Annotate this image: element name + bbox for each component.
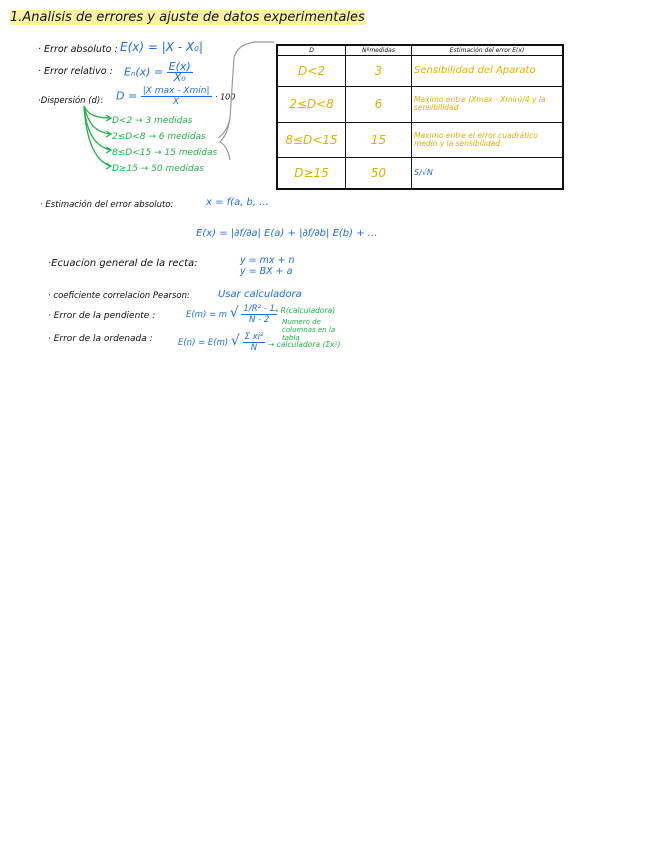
table-connector [214, 38, 278, 168]
table-cell-d: 8≤D<15 [278, 122, 346, 157]
ordenada-den: N [250, 343, 258, 353]
rel-error-den: X₀ [173, 71, 186, 84]
pendiente-label: · Error de la pendiente : [48, 311, 156, 321]
dispersion-item: D<2 → 3 medidas [112, 116, 193, 126]
ordenada-label: · Error de la ordenada : [48, 334, 153, 344]
page-title: 1.Analisis de errores y ajuste de datos experimentales [10, 10, 365, 25]
table-row [278, 157, 563, 188]
table-cell-n: 15 [346, 122, 412, 157]
recta-eq2: y = BX + a [240, 266, 293, 277]
table-cell-e: Maximo entre (Xmax - Xmin)/4 y la sensibilidad [412, 87, 563, 122]
table-cell-e: Sensibilidad del Aparato [412, 56, 563, 87]
rel-error-label: · Error relativo : [38, 66, 113, 77]
dispersion-tail: · 100 [215, 92, 236, 102]
pearson-label: · coeficiente correlacion Pearson: [48, 291, 190, 301]
table-cell-d: 2≤D<8 [278, 87, 346, 122]
dispersion-item: 2≤D<8 → 6 medidas [112, 132, 206, 142]
pendiente-note2: Numero de columnas en la tabla [282, 318, 336, 342]
ordenada-note: → calculadora (Σx²) [268, 340, 341, 349]
table-header: Nºmedidas [346, 46, 412, 56]
ordenada-note-text: calculadora (Σx²) [276, 340, 341, 349]
table-row [278, 87, 563, 122]
pendiente-lhs: E(m) = m [186, 310, 228, 320]
abs-error-label: · Error absoluto : [38, 44, 118, 55]
table-header: D [278, 46, 346, 56]
table-cell-n: 50 [346, 157, 412, 188]
table-header: Estimación del error E(x) [412, 46, 563, 56]
pendiente-note1: → R(calculadora) [272, 306, 336, 315]
table-cell-e [412, 122, 563, 157]
pearson-value: Usar calculadora [218, 289, 302, 300]
pendiente-formula: E(m) = m √ $\frac{\text{1/R² - 1}}{N - 2}$ [186, 304, 275, 325]
table-cell-e-text: Maximo entre el error cuadrático medio y la sensibilidad [414, 130, 538, 148]
abs-error-formula: E(x) = |X - X₀| [120, 40, 204, 54]
table-cell-d: D<2 [278, 56, 346, 87]
estimacion-eq2-lhs: E(x) = [196, 228, 228, 239]
estimacion-eq2-t1: |∂f/∂a| E(a) + [230, 228, 296, 239]
rel-error-num: E(x) [168, 60, 191, 73]
ordenada-lhs: E(n) = E(m) [178, 338, 229, 348]
dispersion-label: ·Dispersión (d): [38, 96, 104, 106]
estimacion-eq1: x = f(a, b, ... [206, 197, 269, 208]
dispersion-item: D≥15 → 50 medidas [112, 164, 204, 174]
pendiente-den: N - 2 [249, 315, 270, 325]
table-row [278, 122, 563, 157]
ordenada-formula: E(n) = E(m) √ $\frac{\text{Σ xi²}}{N}$ [178, 332, 264, 353]
dispersion-item: 8≤D<15 → 15 medidas [112, 148, 218, 158]
table-cell-n: 3 [346, 56, 412, 87]
dispersion-list [112, 113, 217, 177]
table-note: S/√N [414, 167, 433, 177]
dispersion-den: X̄ [173, 97, 180, 107]
dispersion-lhs: D = [116, 89, 138, 103]
table-cell-e [412, 157, 563, 188]
pendiente-note1-text: R(calculadora) [280, 306, 336, 315]
rel-error-formula [124, 62, 193, 83]
estimacion-label: · Estimación del error absoluto: [40, 200, 174, 210]
rel-error-lhs: Eₙ(x) = [124, 65, 164, 79]
table-cell-n: 6 [346, 87, 412, 122]
dispersion-table [276, 44, 564, 190]
estimacion-eq2 [196, 228, 377, 239]
recta-equations [240, 255, 295, 277]
pendiente-num: 1/R² - 1 [243, 304, 275, 314]
recta-label: ·Ecuacion general de la recta: [48, 258, 198, 269]
recta-eq1: y = mx + n [240, 255, 295, 266]
table-cell-d: D≥15 [278, 157, 346, 188]
dispersion-num: |X max - Xmin| [142, 86, 210, 96]
estimacion-eq2-t2: |∂f/∂b| E(b) + ... [299, 228, 378, 239]
table-row [278, 56, 563, 87]
ordenada-num: Σ xi² [244, 332, 264, 342]
